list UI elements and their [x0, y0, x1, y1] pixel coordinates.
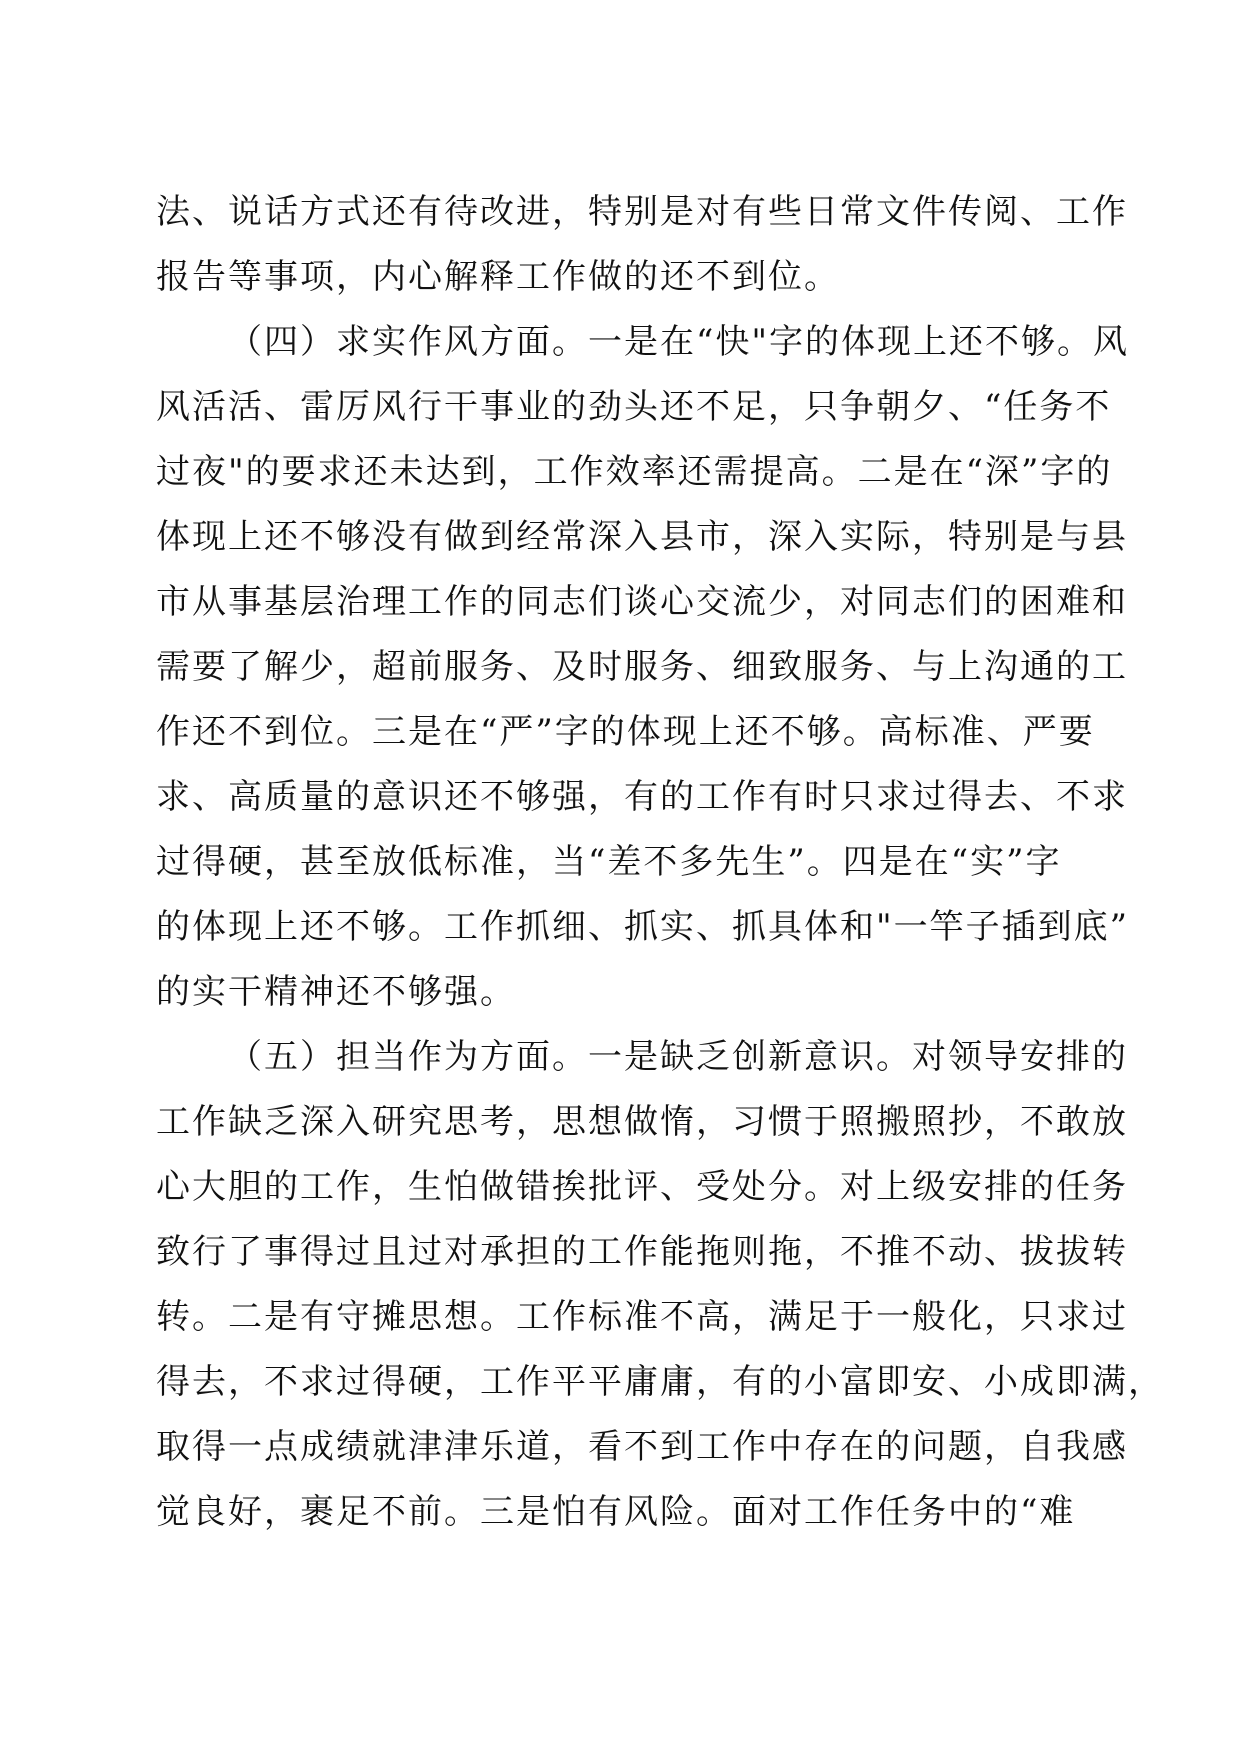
text-line: 取得一点成绩就津津乐道，看不到工作中存在的问题，自我感 — [156, 1427, 1128, 1467]
text-line: 需要了解少，超前服务、及时服务、细致服务、与上沟通的工 — [156, 647, 1128, 687]
text-line: 体现上还不够没有做到经常深入县市，深入实际，特别是与县 — [156, 517, 1128, 557]
text-line: 过得硬，甚至放低标准，当“差不多先生”。四是在“实”字 — [156, 842, 1062, 882]
text-line: 心大胆的工作，生怕做错挨批评、受处分。对上级安排的任务 — [156, 1167, 1128, 1207]
text-line: 过夜"的要求还未达到，工作效率还需提高。二是在“深”字的 — [156, 452, 1113, 492]
text-line: 转。二是有守摊思想。工作标准不高，满足于一般化，只求过 — [156, 1297, 1128, 1337]
text-line: 法、说话方式还有待改进，特别是对有些日常文件传阅、工作 — [156, 192, 1128, 232]
text-line: 风活活、雷厉风行干事业的劲头还不足，只争朝夕、“任务不 — [156, 387, 1112, 427]
section-five-heading-line: （五）担当作为方面。一是缺乏创新意识。对领导安排的 — [228, 1037, 1128, 1077]
text-line: 报告等事项，内心解释工作做的还不到位。 — [156, 257, 840, 297]
text-line: 觉良好，裹足不前。三是怕有风险。面对工作任务中的“难 — [156, 1492, 1076, 1532]
text-line: 致行了事得过且过对承担的工作能拖则拖，不推不动、拔拔转 — [156, 1232, 1128, 1272]
text-line: 的体现上还不够。工作抓细、抓实、抓具体和"一竿子插到底” — [156, 907, 1130, 947]
text-line: 作还不到位。三是在“严”字的体现上还不够。高标准、严要 — [156, 712, 1095, 752]
text-line: 的实干精神还不够强。 — [156, 972, 516, 1012]
text-line: 得去，不求过得硬，工作平平庸庸，有的小富即安、小成即满， — [156, 1362, 1164, 1402]
section-four-heading-line: （四）求实作风方面。一是在“快"字的体现上还不够。风 — [228, 322, 1130, 362]
text-line: 工作缺乏深入研究思考，思想做惰，习惯于照搬照抄，不敢放 — [156, 1102, 1128, 1142]
text-line: 市从事基层治理工作的同志们谈心交流少，对同志们的困难和 — [156, 582, 1128, 622]
text-line: 求、高质量的意识还不够强，有的工作有时只求过得去、不求 — [156, 777, 1128, 817]
